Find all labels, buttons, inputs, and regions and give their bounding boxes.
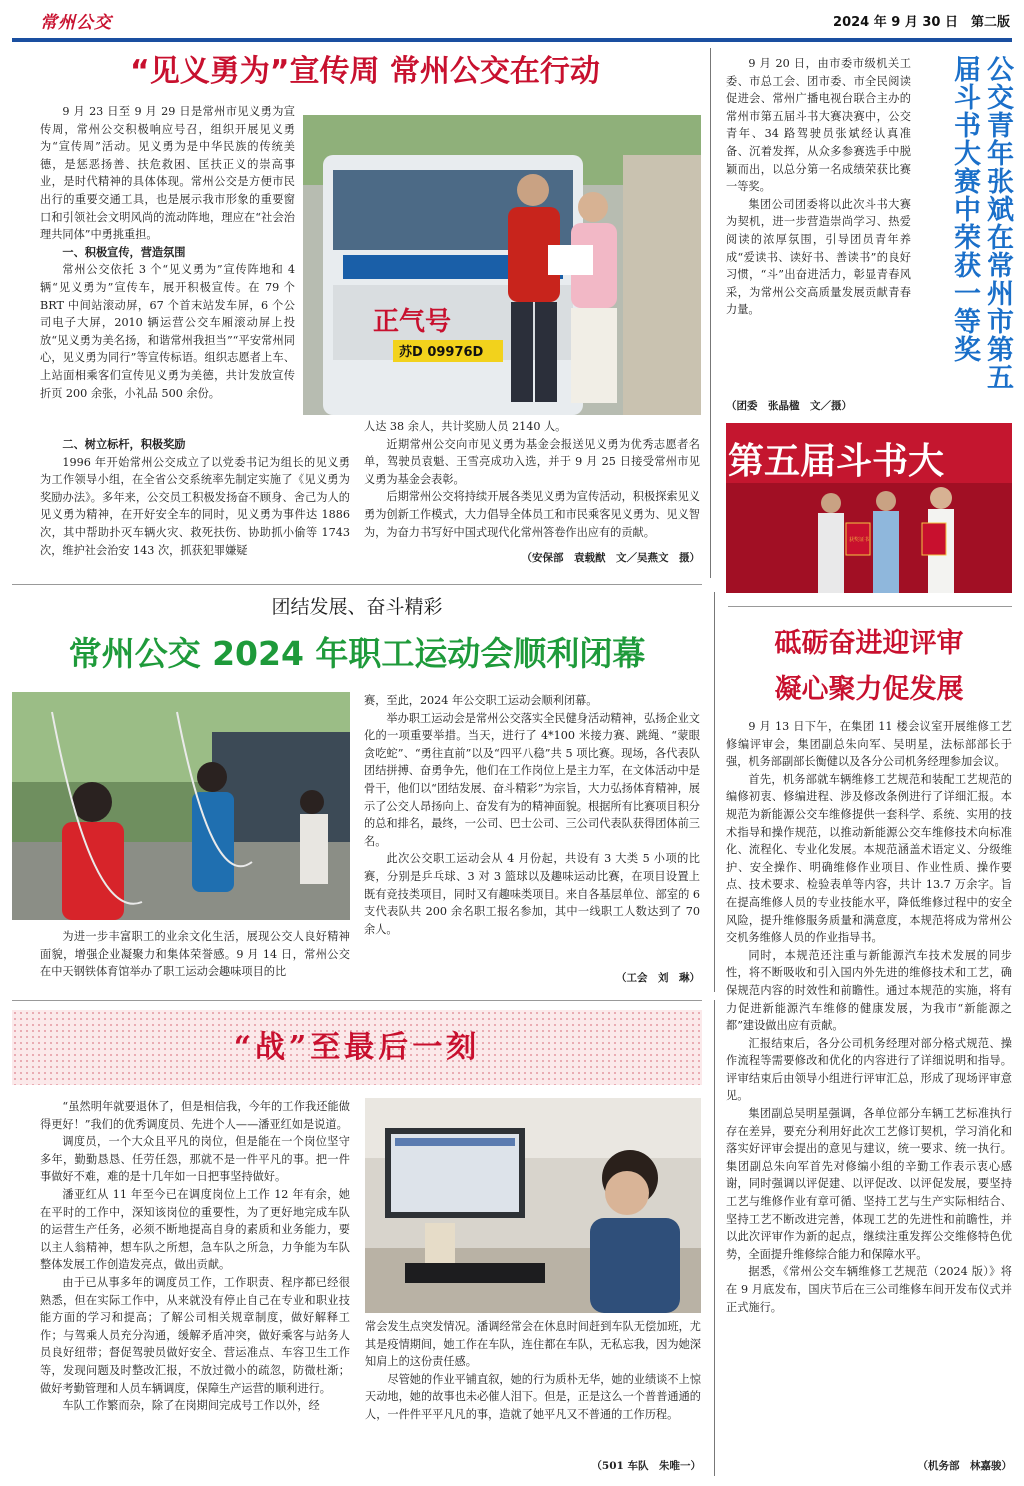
article1-photo-bus-volunteers bbox=[303, 115, 701, 415]
article3-column-left bbox=[40, 1098, 350, 1415]
article2-photo-rope-skipping bbox=[12, 692, 350, 920]
paragraph: 集团公司团委将以此次斗书大赛为契机，进一步营造崇尚学习、热爱阅读的浓厚氛围，引导团员青年养成“爱读书、读好书、善读书”的良好习惯，“斗”出奋进活力，彰显青春风采，为常州公交高质量发展贡献青春力量。 bbox=[726, 197, 911, 317]
section-subheading: 二、树立标杆，积极奖励 bbox=[62, 438, 186, 451]
paragraph: 据悉，《常州公交车辆维修工艺规范（2024 版）》将在 9 月底发布，国庆节后在三公司维修车间开发布仪式并正式施行。 bbox=[726, 1265, 1012, 1314]
certificate-text: 获奖证书 bbox=[849, 537, 870, 543]
paragraph: 潘亚红从 11 年至今已在调度岗位上工作 12 年有余，她在平时的工作中，深知该岗位的重要性，为了更好地完成车队的运营生产任务，必须不断地提高自身的素质和业务能力，要以主人翁精神，想车队之所想，急车队之所急，力争能为车队整体发展工作创造发亮点，做出贡献。 bbox=[40, 1187, 350, 1272]
paragraph: 举办职工运动会是常州公交落实全民健身活动精神，弘扬企业文化的一项重要举措。当天，进行了 4*100 米接力赛、跳绳、“蒙眼贪吃蛇”、“勇往直前”以及“四平八稳”共 5 项比赛。现场，各代表队团结拼搏、奋勇争先，他们在工作岗位上是主力军，在文体活动中是骨干，他们以“团结发展、奋斗精彩”为宗旨，大力弘扬体育精神，展示了公交人昂扬向上、奋发有为的精神面貌。根据所有比赛项目积分的总和排名，最终，一公司、巴士公司、三公司代表队获得团体前三名。 bbox=[364, 711, 700, 848]
paragraph: 近期常州公交向市见义勇为基金会报送见义勇为优秀志愿者名单，驾驶员袁魁、王雪亮成功入选，并于 9 月 25 日接受常州市见义勇为基金会表彰。 bbox=[364, 437, 700, 486]
section-subheading: 一、积极宣传，营造氛围 bbox=[62, 245, 186, 259]
issue-date-edition: 2024 年 9 月 30 日 第二版 bbox=[833, 15, 1010, 30]
section-divider bbox=[12, 584, 702, 585]
article1-column-2 bbox=[364, 418, 700, 541]
article4-body bbox=[726, 55, 911, 319]
article2-kicker: 团结发展、奋斗精彩 bbox=[271, 596, 443, 618]
article5-title-line1: 砥砺奋进迎评审 bbox=[774, 628, 964, 659]
paragraph: 9 月 20 日，由市委市级机关工委、市总工会、团市委、市全民阅读促进会、常州广播电视台联合主办的常州市第五届斗书大赛决赛中，公交青年、34 路驾驶员张斌经认真准备、沉着发挥，从众多参赛选手中脱颖而出，以总分第一名成绩荣获比赛一等奖。 bbox=[726, 57, 911, 194]
paragraph: 后期常州公交将持续开展各类见义勇为宣传活动，积极探索见义勇为创新工作模式，大力倡导全体员工和市民乘客见义勇为、见义智为，为奋力书写好中国式现代化常州答卷作出应有的贡献。 bbox=[364, 490, 700, 539]
paragraph: 9 月 13 日下午，在集团 11 楼会议室开展维修工艺修编评审会，集团副总朱向军、吴明星，法标部部长于强，机务部副部长衡健以及各分公司机务经理参加会议。 bbox=[726, 720, 1012, 769]
article3-column-right bbox=[365, 1318, 701, 1424]
paragraph: 由于已从事多年的调度员工作，工作职责、程序都已经很熟悉，但在实际工作中，从来就没有停止自己在专业和职业技能方面的学习和提高；了解公司相关规章制度，做好解释工作；与驾乘人员充分沟通，缓解矛盾冲突，做好乘客与站务人员良好纽带；督促驾驶员做好安全、营运准点、车容卫生工作等，发现问题及时整改汇报，不放过微小的疏忽，防微杜渐；做好考勤管理和人员车辆调度，保障生产运营的顺利进行。 bbox=[40, 1275, 350, 1395]
article2-title: 常州公交 2024 年职工运动会顺利闭幕 bbox=[68, 634, 646, 673]
bus-plate-label: 苏D 09976D bbox=[399, 345, 484, 360]
article1-title: “见义勇为”宣传周 常州公交在行动 bbox=[130, 54, 600, 89]
paragraph: 9 月 23 日至 9 月 29 日是常州市见义勇为宣传周，常州公交积极响应号召，组织开展见义勇为“宣传周”活动。见义勇为是中华民族的传统美德，是惩恶扬善、扶危救困、匡扶正义的崇高事业，是时代精神的具体体现。常州公交是方便市民出行的重要交通工具，也是展示我市形象的重要窗口和引领社会文明风尚的流动阵地，理应在“社会治理共同体”中勇挑重担。 bbox=[40, 105, 295, 242]
paragraph: 为进一步丰富职工的业余文化生活，展现公交人良好精神面貌，增强企业凝聚力和集体荣誉感。9 月 14 日，常州公交在中天钢铁体育馆举办了职工运动会趣味项目的比 bbox=[40, 930, 350, 979]
paragraph: 车队工作繁而杂，除了在岗期间完成号工作以外，经 bbox=[62, 1399, 320, 1413]
column-divider bbox=[714, 1000, 715, 1476]
paragraph: 1996 年开始常州公交成立了以党委书记为组长的见义勇为工作领导小组，在全省公交系统率先制定实施了《见义勇为奖励办法》。多年来，公交员工积极发扬奋不顾身、舍己为人的见义勇为精神，在开好安全车的同时，见义勇为事件达 1886 次，其中帮助扑灭车辆火灾、救死扶伤、协助抓小偷等 1743 次，维护社会治安 143 次，抓获犯罪嫌疑 bbox=[40, 455, 350, 557]
paragraph: 汇报结束后，各分公司机务经理对部分格式规范、操作流程等需要修改和优化的内容进行了详细说明和指导。评审结束后由领导小组进行评审汇总，形成了现场评审意见。 bbox=[726, 1036, 1012, 1103]
article1-byline: （安保部 袁载猷 文／吴燕文 摄） bbox=[521, 552, 700, 564]
article5-byline: （机务部 林嘉骏） bbox=[917, 1460, 1012, 1472]
paragraph: 首先，机务部就车辆维修工艺规范和装配工艺规范的编修初衷、修编进程、涉及修改条例进行了详细汇报。本规范为新能源公交车维修提供一套科学、系统、实用的技术指导和操作规范，以推动新能源公交车维修技术向标准化、流程化、专业化发展。本规范涵盖术语定义、分级维护、安全操作、明确维修作业项目、作业性质、操作要点、技术要求、检验表单等内容，共计 13.7 万余字。旨在提高维修人员的专业技能水平，降低维修过程中的安全风险，提升维修服务质量和满意度，本规范将成为常州公交机务维修人员的作业指导书。 bbox=[726, 772, 1012, 945]
article2-column-left bbox=[40, 928, 350, 981]
article2-column-right bbox=[364, 692, 700, 938]
article3-byline: （501 车队 朱唯一） bbox=[591, 1460, 701, 1472]
masthead-rule bbox=[12, 38, 1012, 42]
paragraph: 此次公交职工运动会从 4 月份起，共设有 3 大类 5 小项的比赛，分别是乒乓球、3 对 3 篮球以及趣味运动比赛，在项目设置上既有竞技类项目，同时又有趣味类项目。来自各基层单位、部室的 6 支代表队共 200 余名职工报名参加，其中一线职工人数达到了 70 余人。 bbox=[364, 852, 700, 936]
paragraph: 常会发生点突发情况。潘调经常会在休息时间赶到车队无偿加班，尤其是疫情期间，她工作在车队，连住都在车队，无私忘我，因为她深知肩上的这份责任感。 bbox=[365, 1320, 701, 1369]
article4-byline: （团委 张晶楹 文／摄） bbox=[726, 400, 852, 412]
paragraph: 同时，本规范还注重与新能源汽车技术发展的同步性，将不断吸收和引入国内外先进的维修技术和工艺，确保规范内容的时效性和前瞻性。通过本规范的实施，将有力促进新能源汽车维修的健康发展，为我市“新能源之都”建设做出应有贡献。 bbox=[726, 948, 1012, 1033]
article4-vertical-title: 公交青年张斌在常州市第五届斗书大赛中荣获一等奖 bbox=[949, 55, 1013, 391]
paragraph: 调度员，一个大众且平凡的岗位，但是能在一个岗位坚守多年，勤勤恳恳、任劳任怨，那就不是一件平凡的事。把一件事做好不难，难的是十几年如一日把事坚持做好。 bbox=[40, 1135, 350, 1184]
paragraph: 尽管她的作业平铺直叙，她的行为质朴无华，她的业绩谈不上惊天动地，她的故事也未必催人泪下。但是，正是这么一个普普通通的人，一件件平平凡凡的事，造就了她平凡又不普通的工作历程。 bbox=[365, 1372, 701, 1421]
bus-name-label: 正气号 bbox=[373, 307, 452, 337]
article1-column-1-continued bbox=[40, 436, 350, 559]
article5-body bbox=[726, 718, 1012, 1316]
section-divider bbox=[728, 606, 1012, 607]
paragraph: “虽然明年就要退休了，但是相信我，今年的工作我还能做得更好！”我们的优秀调度员、先进个人——潘亚红如是说道。 bbox=[40, 1100, 350, 1131]
section-divider bbox=[12, 1000, 702, 1001]
article3-title: “战”至最后一刻 bbox=[233, 1030, 481, 1065]
column-divider bbox=[710, 48, 711, 578]
award-banner-text: 第五届斗书大 bbox=[728, 441, 945, 482]
paragraph: 人达 38 余人，共计奖励人员 2140 人。 bbox=[364, 420, 567, 433]
paragraph: 赛，至此，2024 年公交职工运动会顺利闭幕。 bbox=[364, 694, 598, 707]
article4-photo-award-ceremony bbox=[726, 423, 1012, 593]
article1-column-1 bbox=[40, 103, 295, 402]
paragraph: 集团副总吴明星强调，各单位部分车辆工艺标准执行存在差异，要充分利用好此次工艺修订契机，学习消化和落实好评审会提出的意见与建议，统一要求、统一执行。集团副总朱向军首先对修编小组的辛勤工作表示衷心感谢，同时强调以评促建、以评促改、以评促发展，要坚持工艺与维修作业有章可循、坚持工艺与生产实际相结合、坚持工艺不断改进完善，体现工艺的先进性和前瞻性，并以此次评审作为新的起点，继续注重发挥公交维修特色优势，全面提升维修综合能力和保障水平。 bbox=[726, 1107, 1012, 1261]
paragraph: 常州公交依托 3 个“见义勇为”宣传阵地和 4 辆“见义勇为”宣传车，展开积极宣传。在 79 个 BRT 中间站滚动屏，67 个首末站发车屏，6 个公司电子大屏，2010 辆运营公交车厢滚动屏上投放“见义勇为美名扬，和谐常州我担当”“平安常州同心，见义勇为同行”等宣传标语。组织志愿者上车、上站面相乘客们宣传见义勇为美德，共计发放宣传折页 200 余张，小礼品 500 余份。 bbox=[40, 263, 295, 400]
article5-title-line2: 凝心聚力促发展 bbox=[774, 674, 964, 705]
column-divider bbox=[714, 592, 715, 992]
article2-byline: （工会 刘 琳） bbox=[616, 972, 700, 984]
newspaper-logo: 常州公交 bbox=[40, 13, 112, 33]
article3-photo-dispatcher bbox=[365, 1098, 701, 1313]
